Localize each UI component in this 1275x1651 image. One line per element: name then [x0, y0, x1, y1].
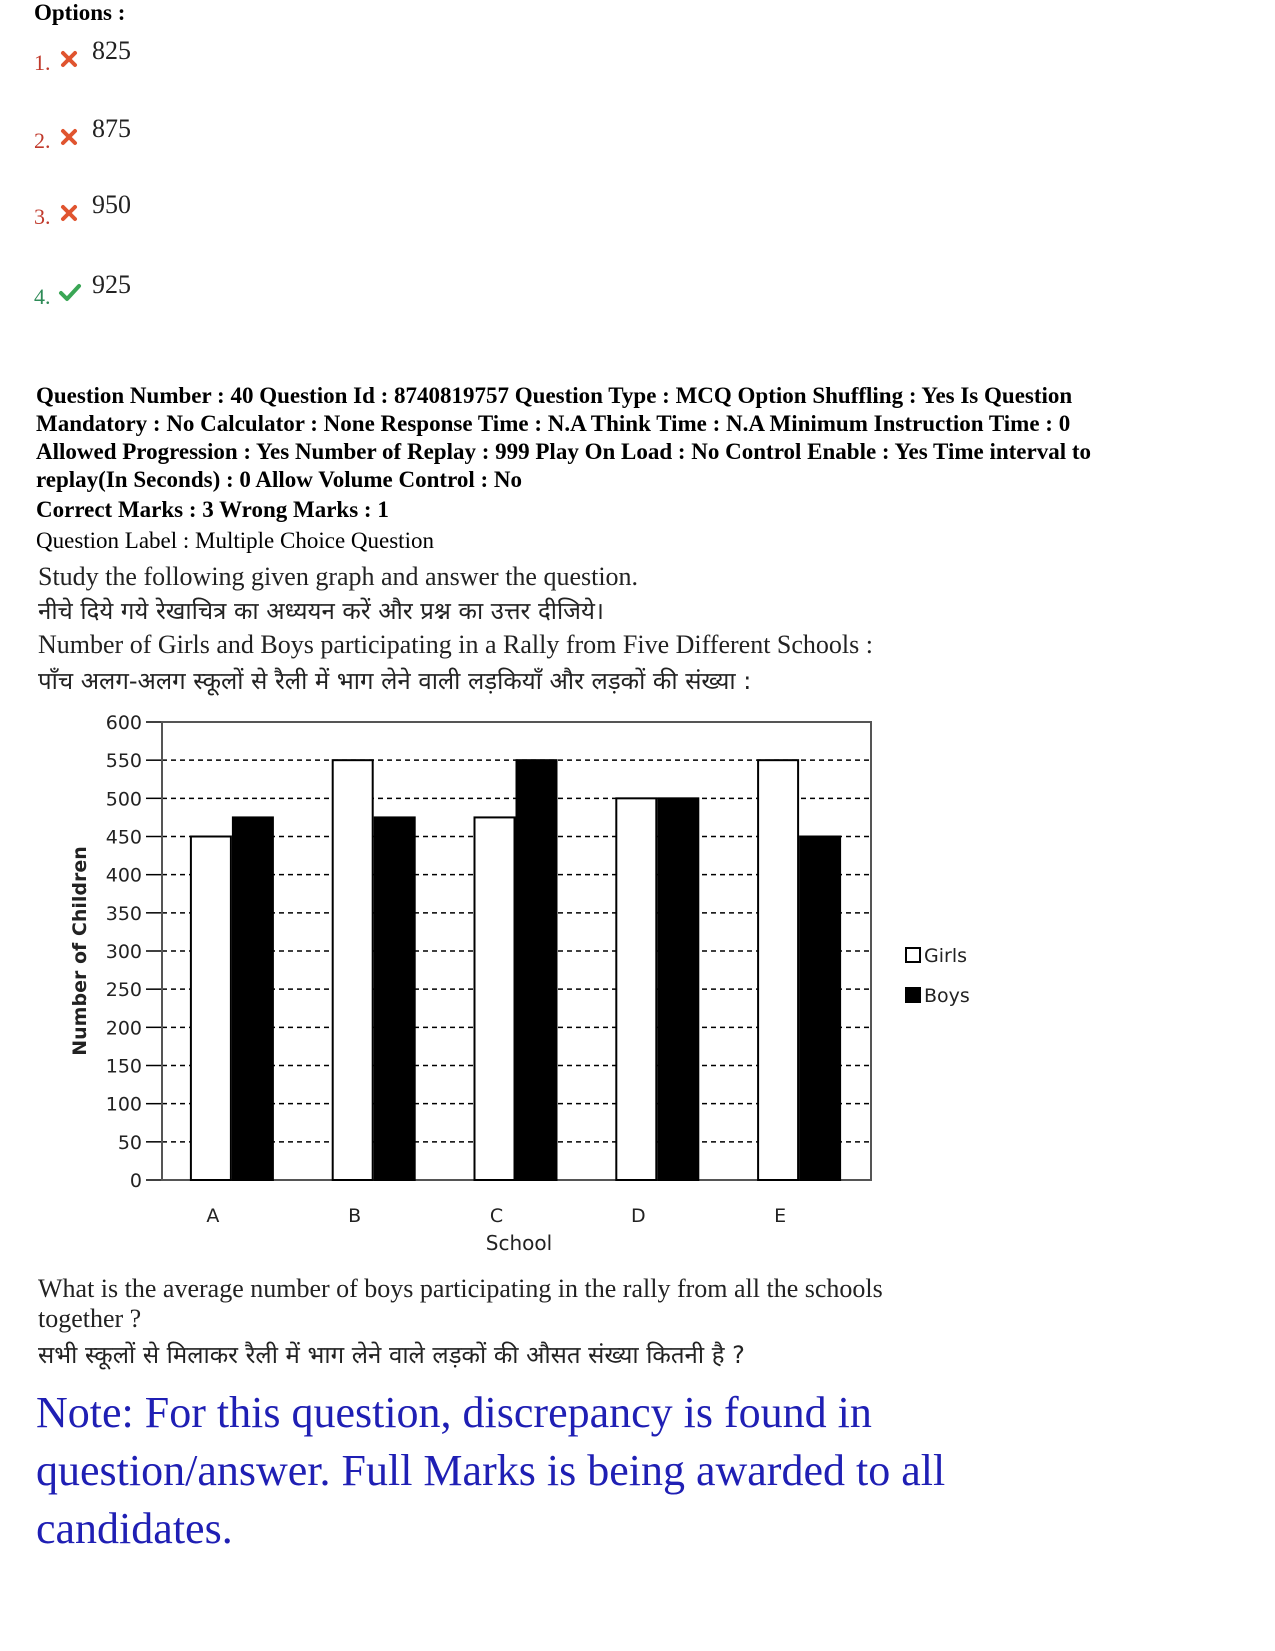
x-tick-label: A: [206, 1205, 220, 1227]
y-tick-label: 200: [105, 1017, 142, 1040]
note-line: question/answer. Full Marks is being awarded to all: [36, 1446, 946, 1495]
legend-label: Boys: [924, 985, 970, 1007]
question-hi: सभी स्कूलों से मिलाकर रैली में भाग लेने वाले लड़कों की औसत संख्या कितनी है ?: [38, 1341, 745, 1369]
y-tick-label: 350: [105, 902, 142, 925]
y-tick-label: 400: [105, 864, 142, 887]
x-tick-label: D: [630, 1205, 646, 1227]
question-en-line: What is the average number of boys participating in the rally from all the schools: [38, 1274, 883, 1303]
instruction-en: Study the following given graph and answer the question.: [38, 562, 639, 591]
question-en-line: together ?: [38, 1304, 142, 1333]
option-value: 875: [92, 114, 131, 143]
legend-swatch: [906, 988, 920, 1002]
y-tick-label: 100: [105, 1093, 142, 1116]
y-tick-label: 150: [105, 1055, 142, 1078]
y-tick-label: 550: [105, 750, 142, 773]
y-tick-label: 300: [105, 941, 142, 963]
bar-girls: [616, 798, 656, 1180]
cross-icon: [60, 204, 78, 222]
bar-boys: [375, 817, 415, 1180]
bar-girls: [758, 760, 798, 1180]
option-number: 2.: [34, 128, 51, 153]
option-value: 925: [92, 270, 131, 299]
note-line: candidates.: [36, 1504, 233, 1553]
y-tick-label: 600: [105, 712, 142, 734]
legend-label: Girls: [924, 945, 967, 967]
meta-line: Mandatory : No Calculator : None Response Time : N.A Think Time : N.A Minimum Instruction Time : 0: [36, 411, 1071, 436]
bar-girls: [475, 817, 515, 1180]
bar-boys: [658, 798, 698, 1180]
x-tick-label: B: [348, 1205, 362, 1227]
options-header: Options :: [34, 0, 126, 25]
y-tick-label: 0: [129, 1170, 142, 1192]
x-tick-label: E: [774, 1205, 787, 1227]
option-number: 3.: [34, 204, 51, 229]
y-tick-label: 500: [105, 788, 142, 811]
x-axis-label: School: [485, 1231, 553, 1255]
legend-swatch: [906, 948, 920, 962]
instruction-hi: नीचे दिये गये रेखाचित्र का अध्ययन करें और प्रश्न का उत्तर दीजिये।: [38, 597, 604, 625]
bar-chart: [0, 700, 1275, 1270]
discrepancy-note: [36, 1384, 1236, 1558]
y-tick-label: 450: [105, 826, 142, 849]
marks-line: Correct Marks : 3 Wrong Marks : 1: [36, 497, 389, 522]
question-meta: [36, 382, 1236, 494]
option-number: 4.: [34, 284, 51, 309]
option-value: 825: [92, 36, 131, 65]
option-value: 950: [92, 190, 131, 219]
note-line: Note: For this question, discrepancy is found in: [36, 1388, 872, 1437]
y-tick-label: 250: [105, 979, 142, 1002]
chart-title-en: Number of Girls and Boys participating in a Rally from Five Different Schools :: [38, 630, 873, 659]
meta-line: replay(In Seconds) : 0 Allow Volume Control : No: [36, 467, 523, 492]
question-en: [38, 1274, 998, 1334]
meta-line: Allowed Progression : Yes Number of Replay : 999 Play On Load : No Control Enable : Yes Time interval to: [36, 439, 1092, 464]
x-tick-label: C: [489, 1205, 504, 1227]
option-number: 1.: [34, 50, 51, 75]
y-axis-label: Number of Children: [69, 846, 91, 1056]
bar-boys: [800, 837, 840, 1181]
bar-boys: [517, 760, 557, 1180]
question-label: Question Label : Multiple Choice Question: [36, 528, 434, 553]
bar-girls: [191, 837, 231, 1181]
bar-boys: [233, 817, 273, 1180]
meta-line: Question Number : 40 Question Id : 8740819757 Question Type : MCQ Option Shuffling : Yes Is Question: [36, 383, 1073, 408]
chart-title-hi: पाँच अलग-अलग स्कूलों से रैली में भाग लेने वाली लड़कियाँ और लड़कों की संख्या :: [38, 667, 752, 695]
cross-icon: [60, 128, 78, 146]
bar-girls: [333, 760, 373, 1180]
check-icon: [58, 282, 82, 302]
y-tick-label: 50: [117, 1131, 142, 1154]
cross-icon: [60, 50, 78, 68]
